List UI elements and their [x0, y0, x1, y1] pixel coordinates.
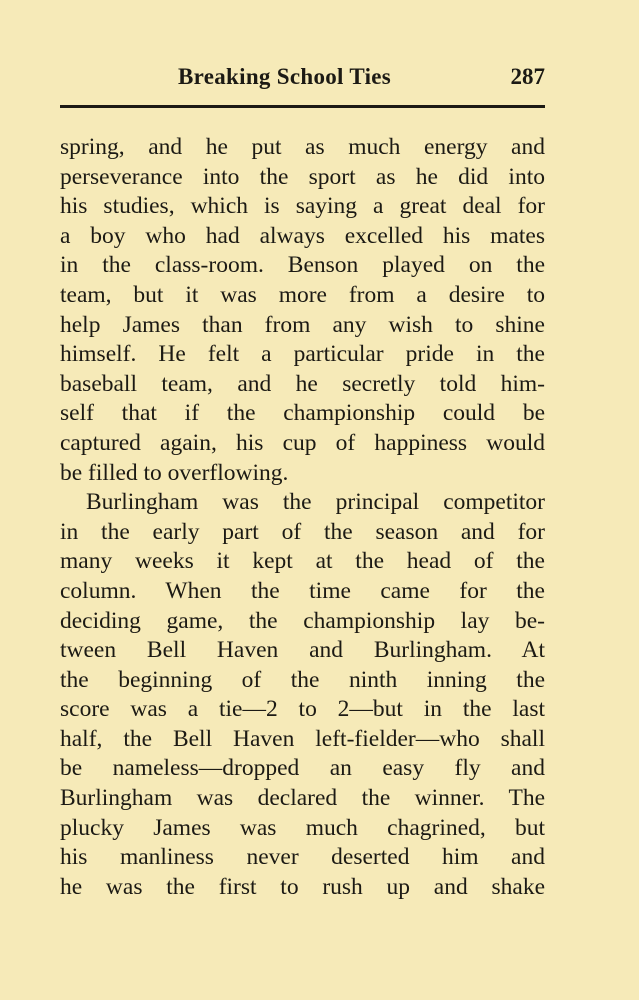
text-line: he was the first to rush up and shake — [60, 873, 545, 900]
text-line: half, the Bell Haven left-fielder—who shall — [60, 725, 545, 752]
header-rule — [60, 105, 545, 108]
text-line: himself. He felt a particular pride in the — [60, 341, 545, 368]
text-line: deciding game, the championship lay be- — [60, 607, 545, 634]
text-line: self that if the championship could be — [60, 400, 545, 427]
text-line: tween Bell Haven and Burlingham. At — [60, 637, 545, 664]
text-line: team, but it was more from a desire to — [60, 281, 545, 308]
text-line: plucky James was much chagrined, but — [60, 814, 545, 841]
text-line: Burlingham was declared the winner. The — [60, 785, 545, 812]
body-text — [60, 133, 545, 902]
text-line: his studies, which is saying a great deal for — [60, 193, 545, 220]
text-line: help James than from any wish to shine — [60, 311, 545, 338]
text-line: many weeks it kept at the head of the — [60, 548, 545, 575]
text-line: baseball team, and he secretly told him- — [60, 370, 545, 397]
text-line: captured again, his cup of happiness would — [60, 429, 545, 456]
page-number: 287 — [510, 64, 545, 89]
text-line: in the class-room. Benson played on the — [60, 252, 545, 279]
text-line: in the early part of the season and for — [60, 518, 545, 545]
text-line: be filled to overflowing. — [60, 459, 289, 486]
text-line: spring, and he put as much energy and — [60, 134, 545, 160]
text-line: column. When the time came for the — [60, 577, 545, 604]
text-line: his manliness never deserted him and — [60, 844, 545, 871]
text-line: a boy who had always excelled his mates — [60, 222, 545, 249]
page-header — [60, 64, 545, 100]
running-head: Breaking School Ties — [178, 64, 392, 89]
text-line: Burlingham was the principal competitor — [86, 489, 545, 516]
text-line: score was a tie—2 to 2—but in the last — [60, 696, 545, 723]
text-line: perseverance into the sport as he did into — [60, 163, 545, 190]
text-line: the beginning of the ninth inning the — [60, 666, 545, 693]
text-line: be nameless—dropped an easy fly and — [60, 755, 545, 782]
